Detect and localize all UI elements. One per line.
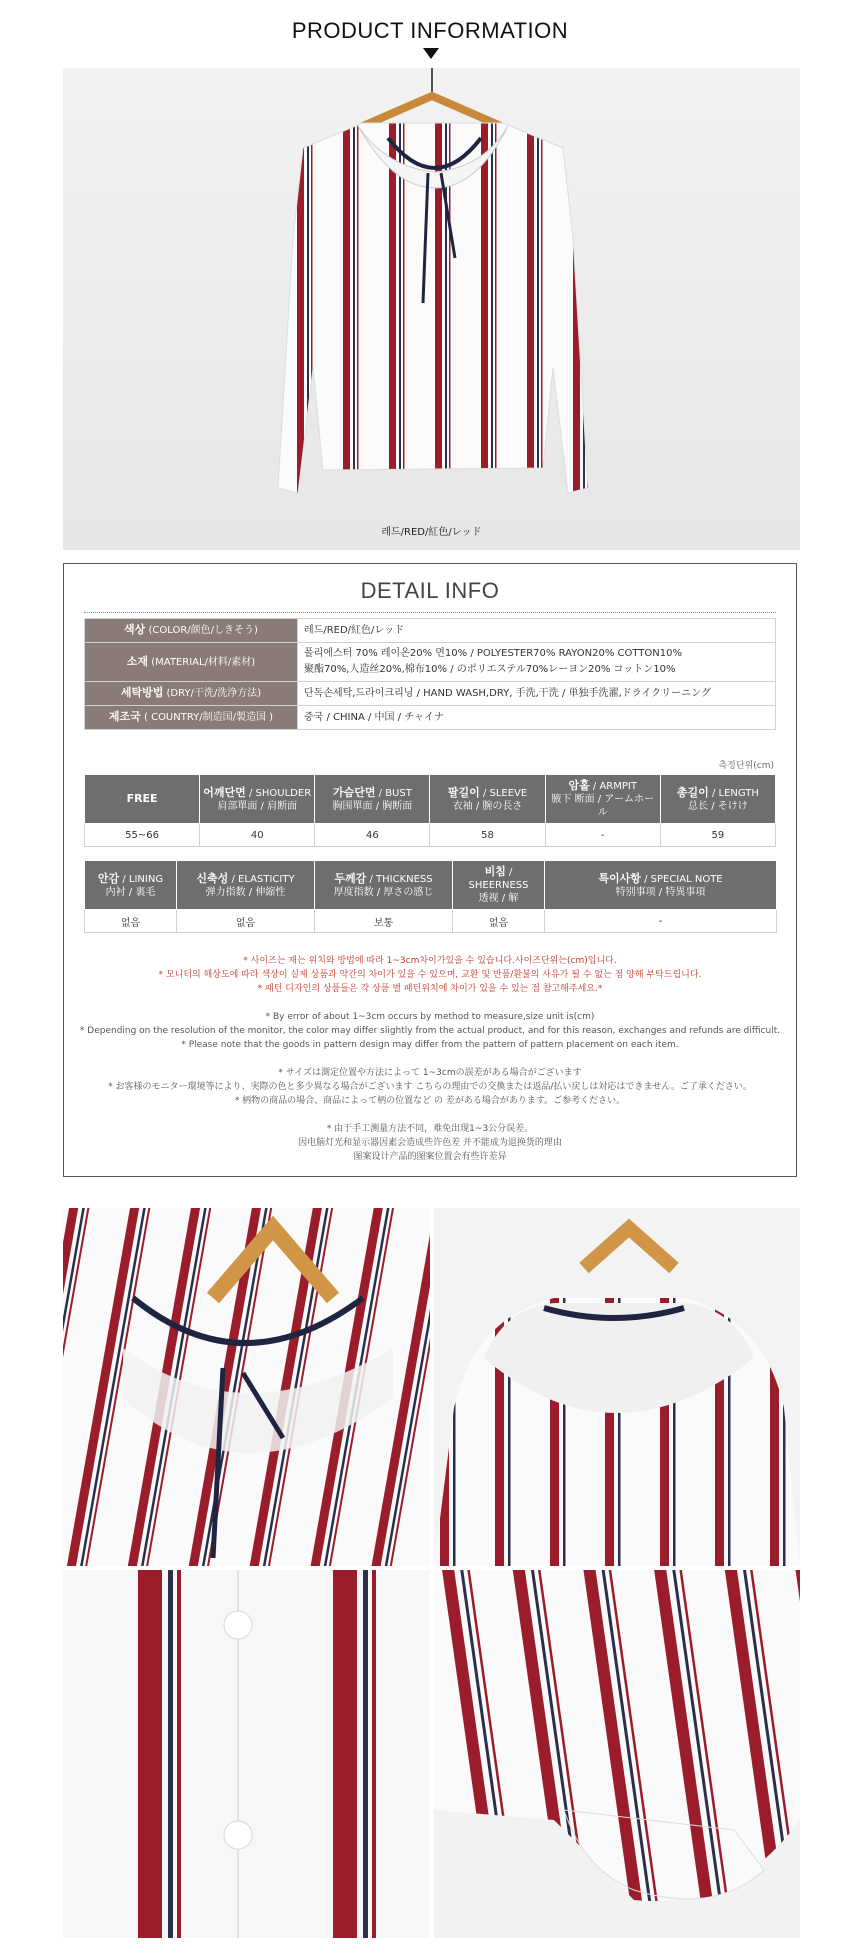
- size-header: 팔길이 / SLEEVE 衣袖 / 腕の長さ: [430, 775, 545, 824]
- notes-chinese: * 由于手工测量方法不同，难免出现1~3公分误差。 因电脑灯光和显示器因素会造成些许色差 并不能成为退换货的理由 图案设计产品的图案位置会有些许差异: [298, 1124, 562, 1162]
- detail-photo-collar-side: [434, 1208, 800, 1566]
- collar-side-illustration: [434, 1208, 800, 1566]
- property-cell: 보통: [315, 910, 453, 933]
- size-cell: 58: [430, 824, 545, 847]
- size-cell: -: [545, 824, 660, 847]
- detail-photo-collar-front: [63, 1208, 430, 1566]
- size-cell: 46: [315, 824, 430, 847]
- size-header: 어깨단면 / SHOULDER 肩部單面 / 肩断面: [200, 775, 315, 824]
- property-table: [84, 860, 777, 933]
- spec-table: [84, 618, 776, 730]
- color-caption: 레드/RED/紅色/レッド: [381, 527, 482, 538]
- down-arrow-icon: [423, 48, 439, 59]
- spec-key: 세탁방법 (DRY/干洗/洗浄方法): [85, 682, 298, 706]
- property-cell: 없음: [85, 910, 177, 933]
- unit-note: 측정단위(cm): [718, 761, 774, 771]
- spec-row-material: [85, 643, 776, 682]
- property-header: 안감 / LINING 内衬 / 裏毛: [85, 861, 177, 910]
- spec-row-color: [85, 619, 776, 643]
- size-header: 가슴단면 / BUST 胸围單面 / 胸断面: [315, 775, 430, 824]
- property-cell: -: [545, 910, 777, 933]
- property-row: [85, 910, 777, 933]
- collar-front-illustration: [63, 1208, 430, 1566]
- main-product-photo: [63, 68, 800, 550]
- spec-key: 색상 (COLOR/颜色/しきそう): [85, 619, 298, 643]
- detail-photo-buttons: [63, 1570, 430, 1938]
- size-cell: 55~66: [85, 824, 200, 847]
- property-cell: 없음: [177, 910, 315, 933]
- spec-row-country: [85, 706, 776, 730]
- property-header: 신축성 / ELASTICITY 弹力指数 / 伸縮性: [177, 861, 315, 910]
- spec-value: 폴리에스터 70% 레이온20% 면10% / POLYESTER70% RAYON20% COTTON10% 聚酯70%,人造丝20%,棉布10% / のポリエステル70%レーヨン20% コットン10%: [298, 643, 776, 682]
- detail-photo-cuff: [434, 1570, 800, 1938]
- spec-row-washing: [85, 682, 776, 706]
- notes-japanese: * サイズは測定位置や方法によって 1~3cmの誤差がある場合がございます * お客様のモニター環境等により、実際の色と多少異なる場合がございます こちらの理由での交換または返品/払い戻しは対応はできません。ご了承ください。 * 柄物の商品の場合、商品によって柄の位置など の 差がある場合があります。ご参考ください。: [108, 1068, 752, 1106]
- notes-english: * By error of about 1~3cm occurs by method to measure,size unit is(cm) * Depending on the resolution of the monitor, the color may differ slightly from the actual product, and for this reason, exchanges and refunds are difficult. * Please note that the goods in pattern design may differ from the pattern of pattern placement on each item.: [79, 1012, 781, 1050]
- section-title: PRODUCT INFORMATION: [291, 18, 569, 43]
- size-header: 총길이 / LENGTH 总长 / そけけ: [660, 775, 775, 824]
- property-cell: 없음: [453, 910, 545, 933]
- property-header: 비침 / SHEERNESS 透视 / 解: [453, 861, 545, 910]
- size-cell: 59: [660, 824, 775, 847]
- spec-value: 중국 / CHINA / 中国 / チャイナ: [298, 706, 776, 730]
- notes-korean: * 사이즈는 재는 위치와 방법에 따라 1~3cm차이가있을 수 있습니다.사이즈단위는(cm)입니다. * 모니터의 해상도에 따라 색상이 실제 상품과 약간의 차이가 있을 수 있으며, 교환 및 반품/환불의 사유가 될 수 없는 점 양해 부탁드립니다. * 패턴 디자인의 상품들은 각 상품 별 패턴위치에 차이가 있을 수 있는 점 참고해주세요.*: [158, 956, 702, 994]
- buttons-illustration: [63, 1570, 430, 1938]
- detail-info-panel: [63, 563, 797, 1177]
- striped-blouse-illustration: [63, 68, 800, 550]
- spec-key: 제조국 ( COUNTRY/制造国/製造国 ): [85, 706, 298, 730]
- property-header: 두께감 / THICKNESS 厚度指数 / 厚さの感じ: [315, 861, 453, 910]
- size-header: FREE: [85, 775, 200, 824]
- size-cell: 40: [200, 824, 315, 847]
- property-header: 특이사항 / SPECIAL NOTE 特别事项 / 特異事項: [545, 861, 777, 910]
- notes: [64, 954, 796, 1178]
- cuff-illustration: [434, 1570, 800, 1938]
- spec-key: 소재 (MATERIAL/材料/素材): [85, 643, 298, 682]
- size-row: [85, 824, 776, 847]
- size-table: [84, 774, 776, 847]
- spec-value: 단독손세탁,드라이크리닝 / HAND WASH,DRY, 手洗,干洗 / 単独手洗濯,ドライクリーニング: [298, 682, 776, 706]
- size-header: 암홀 / ARMPIT 腋下 断面 / アームホール: [545, 775, 660, 824]
- detail-title: DETAIL INFO: [360, 578, 500, 603]
- divider: [84, 612, 776, 613]
- spec-value: 레드/RED/紅色/レッド: [298, 619, 776, 643]
